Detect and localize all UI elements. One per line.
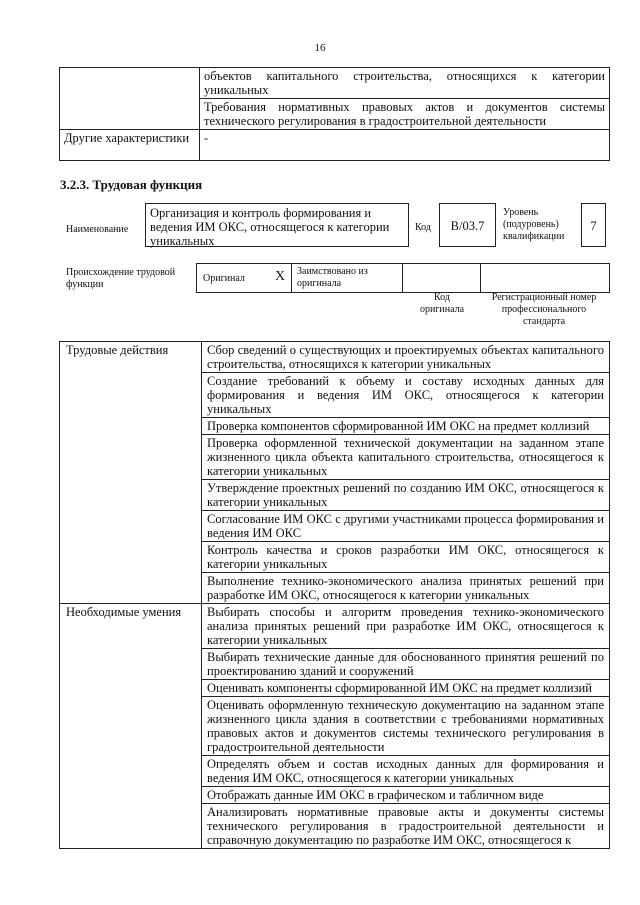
original-box	[196, 263, 292, 293]
group-label: Необходимые умения	[60, 604, 202, 849]
table-row	[60, 604, 610, 649]
list-item: Утверждение проектных решений по созданию ИМ ОКС, относящегося к категории уникальных	[202, 480, 610, 511]
list-item: Сбор сведений о существующих и проектируемых объектах капитального строительства, относящихся к категории уникальных	[202, 342, 610, 373]
reg-number-label: Регистрационный номер профессионального стандарта	[491, 292, 597, 327]
table-cell-value: Требования нормативных правовых актов и документов системы технического регулирования в градостроительной деятельности	[200, 99, 610, 130]
level-box	[581, 203, 606, 247]
function-name-value: Организация и контроль формирования и ведения ИМ ОКС, относящегося к категории уникальных	[150, 206, 390, 248]
section-title: 3.2.3. Трудовая функция	[60, 177, 203, 192]
list-item: Создание требований к объему и составу исходных данных для формирования и ведения ИМ ОКС, относящегося к категории уникальных	[202, 373, 610, 418]
list-item: Анализировать нормативные правовые акты и документы системы технического регулирования в градостроительной деятельности и справочную документацию по разработке ИМ ОКС, относящегося к	[202, 804, 610, 849]
table-cell-label	[60, 68, 200, 130]
list-item: Оценивать компоненты сформированной ИМ ОКС на предмет коллизий	[202, 680, 610, 697]
borrowed-box	[291, 263, 403, 293]
list-item: Согласование ИМ ОКС с другими участниками процесса формирования и ведения ИМ ОКС	[202, 511, 610, 542]
list-item: Проверка оформленной технической документации на заданном этапе жизненного цикла объекта капитального строительства, относящегося к категории уникальных	[202, 435, 610, 480]
borrowed-label: Заимствовано из оригинала	[297, 266, 368, 289]
code-original-box	[402, 263, 481, 293]
original-label: Оригинал	[203, 273, 245, 284]
code-original-label: Код оригинала	[419, 292, 465, 315]
name-label: Наименование	[66, 224, 129, 235]
code-value: В/03.7	[450, 219, 485, 233]
top-table	[59, 67, 610, 161]
table-cell-value: объектов капитального строительства, относящихся к категории уникальных	[200, 68, 610, 99]
page-number: 16	[314, 42, 326, 54]
list-item: Проверка компонентов сформированной ИМ ОКС на предмет коллизий	[202, 418, 610, 435]
list-item: Отображать данные ИМ ОКС в графическом и табличном виде	[202, 787, 610, 804]
table-cell-value: -	[200, 130, 610, 161]
table-row	[60, 342, 610, 373]
list-item: Контроль качества и сроков разработки ИМ ОКС, относящегося к категории уникальных	[202, 542, 610, 573]
level-label: Уровень (подуровень) квалификации	[503, 207, 565, 242]
function-name-box	[145, 203, 409, 247]
original-mark: X	[275, 269, 286, 284]
table-cell-label: Другие характеристики	[60, 130, 200, 161]
reg-number-box	[480, 263, 610, 293]
list-item: Выбирать способы и алгоритм проведения технико-экономического анализа принятых решений при разработке ИМ ОКС, относящегося к категории уникальных	[202, 604, 610, 649]
list-item: Выполнение технико-экономического анализа принятых решений при разработке ИМ ОКС, относящегося к категории уникальных	[202, 573, 610, 604]
table-row	[60, 130, 610, 161]
list-item: Выбирать технические данные для обоснованного принятия решений по проектированию зданий и сооружений	[202, 649, 610, 680]
code-box	[439, 203, 496, 247]
group-label: Трудовые действия	[60, 342, 202, 604]
origin-label: Происхождение трудовой функции	[66, 267, 176, 290]
level-value: 7	[590, 219, 597, 233]
table-row	[60, 68, 610, 99]
list-item: Определять объем и состав исходных данных для формирования и ведения ИМ ОКС, относящегося к категории уникальных	[202, 756, 610, 787]
code-label: Код	[415, 222, 431, 233]
list-item: Оценивать оформленную техническую документацию на заданном этапе жизненного цикла здания в соответствии с требованиями нормативных правовых актов и документов системы технического регулирования в градостроительной деятельности	[202, 697, 610, 756]
main-table	[59, 341, 610, 849]
